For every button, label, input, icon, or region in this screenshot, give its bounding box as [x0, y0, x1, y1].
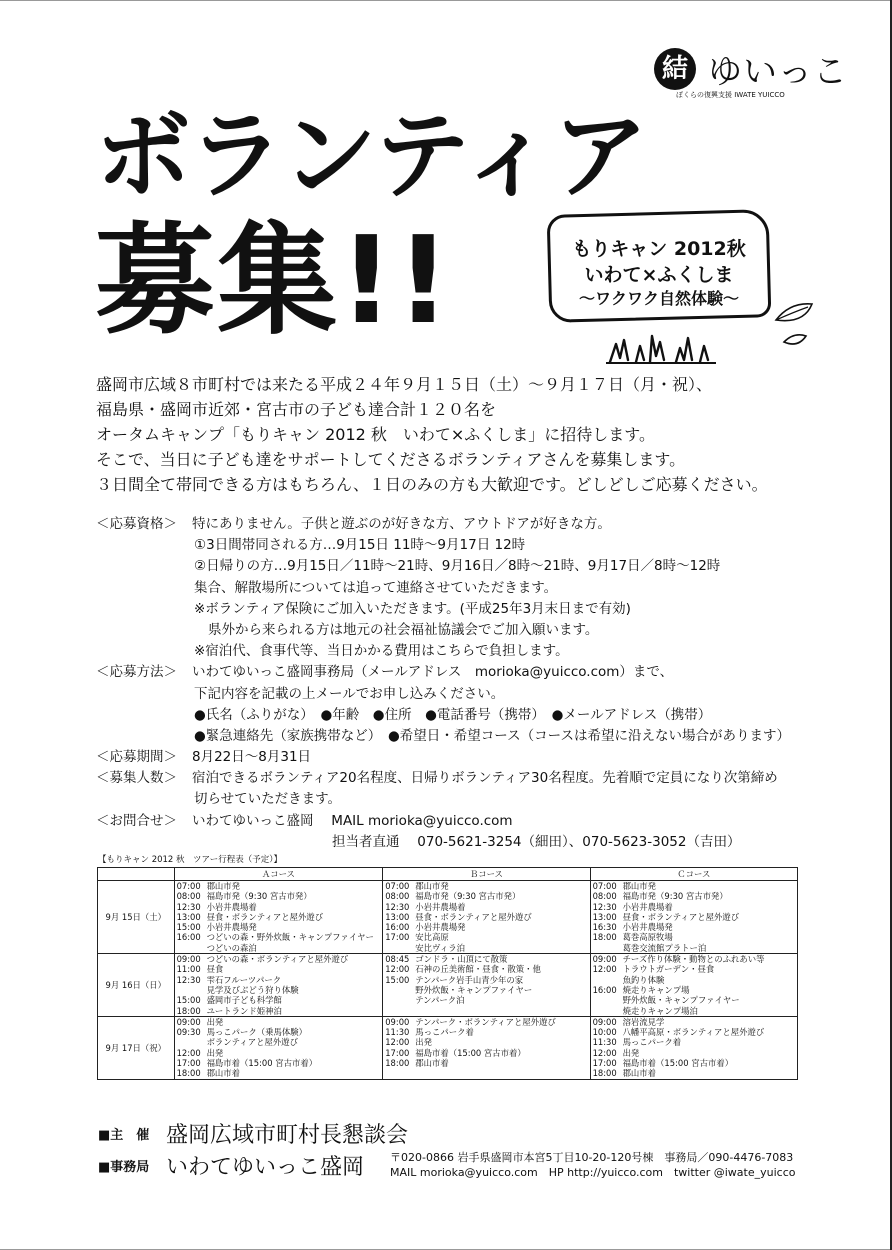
schedule-time: 15:00 — [176, 922, 201, 933]
schedule-entry — [385, 975, 587, 985]
logo-brand: ゆいっこ — [708, 52, 848, 92]
schedule-entry — [385, 891, 587, 901]
schedule-entry — [385, 902, 587, 912]
schedule-time: 08:00 — [592, 891, 617, 902]
sign-line3: 〜ワクワク自然体験〜 — [578, 289, 739, 308]
schedule-activity: ゴンドラ・山頂にて散策 — [415, 954, 508, 965]
schedule-time: 08:00 — [176, 891, 201, 902]
schedule-cell-course-b — [383, 881, 590, 954]
schedule-entry — [593, 943, 795, 953]
schedule-entry — [177, 902, 381, 912]
schedule-time: 18:00 — [592, 1068, 617, 1079]
schedule-activity: 溶岩流見学 — [622, 1016, 665, 1027]
intro-line: そこで、当日に子ども達をサポートしてくださるボランティアさんを募集します。 — [96, 450, 686, 469]
schedule-activity: テンパーク・ボランティアと屋外遊び — [415, 1016, 556, 1027]
schedule-activity: 小岩井農場発 — [622, 922, 673, 933]
schedule-time: 08:00 — [385, 891, 410, 902]
schedule-entry — [385, 1058, 587, 1068]
intro-line: ３日間全て帯同できる方はもちろん、１日のみの方も大歓迎です。どしどしご応募ください。 — [96, 475, 768, 494]
schedule-activity: 郡山市着 — [415, 1058, 449, 1069]
qualification-item: ②日帰りの方…9月15日／11時〜21時、9月16日／8時〜21時、9月17日／8時〜12時 — [194, 558, 721, 575]
schedule-time: 07:00 — [385, 881, 410, 891]
count-text: 宿泊できるボランティア20名程度、日帰りボランティア30名程度。先着順で定員になり次第締め — [192, 770, 778, 787]
schedule-entry — [385, 1027, 587, 1037]
schedule-activity: チーズ作り体験・動物とのふれあい等 — [622, 954, 765, 965]
schedule-time: 13:00 — [592, 911, 617, 922]
count-label: ＜募集人数＞ — [96, 770, 177, 787]
schedule-entry — [385, 1048, 587, 1058]
schedule-activity: 焼走りキャンプ場 — [622, 984, 690, 995]
schedule-entry — [177, 943, 381, 953]
schedule-cell-course-b — [383, 954, 590, 1017]
headline-line1: ボランティア — [95, 100, 646, 212]
schedule-activity: 安比高原 — [415, 932, 449, 943]
schedule-day: 9月 16日（日） — [98, 954, 175, 1017]
schedule-entry — [593, 922, 795, 932]
schedule-time: 18:00 — [176, 1005, 201, 1016]
schedule-time: 15:00 — [385, 974, 410, 985]
schedule-activity: 野外炊飯・キャンプファイヤー — [622, 995, 740, 1006]
schedule-activity: 葛巻高原牧場 — [622, 932, 673, 943]
schedule-time: 15:00 — [176, 995, 201, 1006]
schedule-entry — [177, 1017, 381, 1027]
schedule-entry — [177, 985, 381, 995]
schedule-time: 12:00 — [592, 964, 617, 975]
schedule-activity: 福島市着（15:00 宮古市着） — [622, 1058, 734, 1069]
schedule-activity: 昼食・ボランティアと屋外遊び — [415, 911, 532, 922]
schedule-entry — [593, 954, 795, 964]
contact-phone: 担当者直通 070-5621-3254（細田）、070-5623-3052（吉田） — [332, 833, 741, 850]
method-item: ●緊急連絡先（家族携帯など） ●希望日・希望コース（コースは希望に沿えない場合があります） — [194, 727, 790, 744]
qualification-item: ①3日間帯同される方…9月15日 11時〜9月17日 12時 — [194, 537, 526, 554]
schedule-time: 17:00 — [592, 1058, 617, 1069]
schedule-entry — [593, 912, 795, 922]
host-row — [98, 1118, 408, 1149]
period-text: 8月22日〜8月31日 — [192, 749, 312, 766]
schedule-entry — [177, 1048, 381, 1058]
table-row — [98, 881, 798, 954]
intro-paragraph — [96, 372, 768, 497]
schedule-activity: 出発 — [206, 1047, 224, 1058]
schedule-entry — [177, 912, 381, 922]
schedule-time: 12:00 — [176, 1047, 201, 1058]
office-row — [98, 1150, 364, 1181]
grass-icon — [606, 326, 716, 366]
schedule-entry — [385, 1037, 587, 1047]
schedule-entry — [593, 902, 795, 912]
schedule-time: 11:30 — [592, 1037, 617, 1048]
schedule-entry — [385, 912, 587, 922]
schedule-time: 09:00 — [176, 1016, 201, 1027]
schedule-time: 17:00 — [385, 932, 410, 943]
schedule-entry — [593, 1017, 795, 1027]
schedule-time: 16:30 — [592, 922, 617, 933]
schedule-activity: 郡山市着 — [622, 1068, 657, 1079]
sign-line1: もりキャン 2012秋 — [572, 238, 746, 260]
schedule-entry — [385, 1017, 587, 1027]
schedule-time: 09:00 — [592, 1016, 617, 1027]
schedule-activity: 昼食 — [206, 964, 224, 975]
schedule-time: 08:45 — [385, 954, 410, 965]
schedule-activity: 出発 — [206, 1016, 224, 1027]
schedule-entry — [385, 922, 587, 932]
schedule-activity: 盛岡市子ども科学館 — [206, 995, 282, 1006]
schedule-activity: ボランティアと屋外遊び — [206, 1037, 299, 1048]
schedule-caption: 【もりキャン 2012 秋 ツアー行程表（予定）】 — [98, 855, 283, 865]
schedule-entry — [385, 881, 587, 891]
schedule-entry — [385, 964, 587, 974]
schedule-time: 18:00 — [176, 1068, 201, 1079]
schedule-cell-course-c — [590, 881, 797, 954]
schedule-time: 07:00 — [592, 881, 617, 891]
schedule-activity: 馬っこパーク着 — [415, 1027, 474, 1038]
method-item: 下記内容を記載の上メールでお申し込みください。 — [194, 685, 505, 702]
qualification-text: 特にありません。子供と遊ぶのが好きな方、アウトドアが好きな方。 — [192, 516, 611, 532]
contact-text: いわてゆいっこ盛岡 MAIL morioka@yuicco.com — [192, 812, 513, 829]
schedule-time: 12:30 — [176, 974, 201, 985]
schedule-entry — [593, 1068, 795, 1078]
schedule-activity: 福島市着（15:00 宮古市着） — [415, 1047, 526, 1058]
schedule-activity: テンパーク泊 — [415, 995, 465, 1006]
schedule-activity: 小岩井農場着 — [622, 901, 673, 912]
schedule-time: 09:00 — [592, 954, 617, 965]
header-course-a: Ａコース — [174, 868, 383, 881]
schedule-time: 12:30 — [385, 901, 410, 912]
schedule-cell-course-c — [590, 954, 797, 1017]
schedule-activity: 見学及びぶどう狩り体験 — [206, 984, 299, 995]
schedule-time: 16:00 — [592, 984, 617, 995]
schedule-activity: 郡山市発 — [622, 881, 657, 891]
schedule-entry — [593, 1048, 795, 1058]
schedule-activity: 小岩井農場発 — [415, 922, 466, 933]
schedule-activity: 昼食・ボランティアと屋外遊び — [622, 911, 740, 922]
logo-tagline: ぼくらの復興支援 IWATE YUICCO — [676, 91, 785, 99]
schedule-activity: 出発 — [415, 1037, 432, 1048]
schedule-entry — [593, 985, 795, 995]
schedule-activity: 小岩井農場着 — [206, 901, 257, 912]
schedule-time: 18:00 — [385, 1058, 410, 1069]
schedule-time: 13:00 — [176, 911, 201, 922]
host-name: 盛岡広域市町村長懇談会 — [166, 1123, 409, 1148]
schedule-activity: 八幡平高原・ボランティアと屋外遊び — [622, 1027, 765, 1038]
schedule-activity: 葛巻交流館プラトー泊 — [622, 942, 707, 953]
schedule-entry — [177, 1058, 381, 1068]
schedule-entry — [593, 1006, 795, 1016]
header-course-c: Ｃコース — [590, 868, 797, 881]
schedule-time: 17:00 — [176, 1058, 201, 1069]
table-header-row — [98, 868, 798, 881]
schedule-time: 12:00 — [385, 964, 410, 975]
period-label: ＜応募期間＞ — [96, 749, 177, 766]
leaf-icon — [770, 296, 820, 356]
yuicco-logo — [648, 44, 848, 104]
schedule-entry — [385, 932, 587, 942]
schedule-entry — [593, 1027, 795, 1037]
office-name: いわてゆいっこ盛岡 — [166, 1155, 365, 1180]
schedule-day: 9月 17日（祝） — [98, 1016, 175, 1079]
schedule-time: 16:00 — [176, 932, 201, 943]
schedule-cell-course-c — [590, 1016, 797, 1079]
schedule-entry — [177, 1006, 381, 1016]
schedule-time: 12:30 — [176, 901, 201, 912]
schedule-entry — [177, 881, 381, 891]
qualification-item: ※ボランティア保険にご加入いただきます。(平成25年3月末日まで有効) — [194, 600, 631, 617]
schedule-time: 12:30 — [592, 901, 617, 912]
sign-line2: いわて×ふくしま — [584, 264, 734, 286]
schedule-activity: 福島市発（9:30 宮古市発） — [415, 891, 521, 902]
office-label: ■事務局 — [98, 1160, 150, 1175]
schedule-entry — [385, 985, 587, 995]
schedule-day: 9月 15日（土） — [98, 881, 175, 954]
schedule-activity: トラウトガーデン・昼食 — [622, 964, 715, 975]
schedule-time: 12:00 — [385, 1037, 410, 1048]
schedule-entry — [385, 954, 587, 964]
schedule-activity: ユートランド姫神泊 — [206, 1005, 282, 1016]
schedule-entry — [177, 995, 381, 1005]
schedule-time: 16:00 — [385, 922, 410, 933]
headline-line2: 募集!! — [95, 212, 453, 351]
qualification-item: 県外から来られる方は地元の社会福祉協議会でご加入願います。 — [208, 621, 599, 638]
schedule-activity: 福島市着（15:00 宮古市着） — [206, 1058, 318, 1069]
schedule-entry — [593, 881, 795, 891]
schedule-entry — [593, 891, 795, 901]
schedule-entry — [593, 932, 795, 942]
count-item: 切らせていただきます。 — [194, 791, 342, 808]
header-course-b: Ｂコース — [383, 868, 590, 881]
schedule-time: 11:00 — [176, 964, 201, 975]
schedule-entry — [593, 1037, 795, 1047]
schedule-entry — [385, 943, 587, 953]
schedule-entry — [593, 1058, 795, 1068]
schedule-entry — [177, 922, 381, 932]
schedule-entry — [177, 975, 381, 985]
schedule-entry — [177, 1068, 381, 1078]
logo-mark: 結 — [654, 48, 696, 90]
host-label: ■主 催 — [98, 1128, 150, 1143]
office-address: 〒020-0866 岩手県盛岡市本宮5丁目10-20-120号棟 事務局／090-4476-7083 — [390, 1151, 794, 1164]
table-row — [98, 1016, 798, 1079]
intro-line: オータムキャンプ「もりキャン 2012 秋 いわて×ふくしま」に招待します。 — [96, 425, 656, 444]
schedule-entry — [593, 995, 795, 1005]
event-sign — [548, 212, 770, 320]
schedule-activity: つどいの森・ボランティアと屋外遊び — [206, 954, 349, 965]
schedule-activity: 郡山市発 — [415, 881, 449, 891]
schedule-activity: つどいの森・野外炊飯・キャンプファイヤー — [206, 932, 374, 943]
office-contact — [390, 1150, 796, 1180]
schedule-activity: 安比ヴィラ泊 — [415, 942, 465, 953]
schedule-time: 11:30 — [385, 1027, 410, 1038]
schedule-activity: 郡山市着 — [206, 1068, 241, 1079]
schedule-cell-course-a — [174, 881, 383, 954]
schedule-activity: テンパーク岩手山青少年の家 — [415, 974, 524, 985]
schedule-time: 18:00 — [592, 932, 617, 943]
schedule-time: 09:30 — [176, 1027, 201, 1038]
schedule-entry — [177, 964, 381, 974]
schedule-entry — [177, 1037, 381, 1047]
qualification-item: ※宿泊代、食事代等、当日かかる費用はこちらで負担します。 — [194, 643, 569, 660]
schedule-activity: 出発 — [622, 1047, 640, 1058]
qualification-label: ＜応募資格＞ — [96, 516, 177, 532]
schedule-activity: 福島市発（9:30 宮古市発） — [206, 891, 312, 902]
schedule-entry — [593, 964, 795, 974]
schedule-entry — [177, 954, 381, 964]
schedule-cell-course-b — [383, 1016, 590, 1079]
schedule-activity: 小岩井農場発 — [206, 922, 257, 933]
schedule-activity: 野外炊飯・キャンプファイヤー — [415, 984, 533, 995]
schedule-activity: 雫石フルーツパーク — [206, 974, 282, 985]
schedule-cell-course-a — [174, 954, 383, 1017]
schedule-time: 13:00 — [385, 911, 410, 922]
intro-line: 盛岡市広域８市町村では来たる平成２４年９月１５日（土）〜９月１７日（月・祝）、 — [96, 375, 713, 394]
schedule-activity: 福島市発（9:30 宮古市発） — [622, 891, 728, 902]
schedule-activity: 石神の丘美術館・昼食・散策・他 — [415, 964, 541, 975]
schedule-time: 10:00 — [592, 1027, 617, 1038]
schedule-entry — [177, 891, 381, 901]
schedule-entry — [177, 932, 381, 942]
schedule-time: 07:00 — [176, 881, 201, 891]
schedule-activity: 郡山市発 — [206, 881, 241, 891]
qualification-item: 集合、解散場所については追って連絡させていただきます。 — [194, 579, 558, 596]
intro-line: 福島県・盛岡市近郊・宮古市の子ども達合計１２０名を — [96, 400, 497, 419]
table-row — [98, 954, 798, 1017]
schedule-activity: 昼食・ボランティアと屋外遊び — [206, 911, 324, 922]
method-item: ●氏名（ふりがな） ●年齢 ●住所 ●電話番号（携帯） ●メールアドレス（携帯） — [194, 706, 712, 723]
header-day — [98, 868, 175, 881]
schedule-time: 12:00 — [592, 1047, 617, 1058]
schedule-activity: つどいの森泊 — [206, 942, 257, 953]
schedule-activity: 魚釣り体験 — [622, 974, 665, 985]
method-label: ＜応募方法＞ — [96, 664, 177, 681]
schedule-activity: 馬っこパーク着 — [622, 1037, 682, 1048]
schedule-cell-course-a — [174, 1016, 383, 1079]
contact-label: ＜お問合せ＞ — [96, 812, 177, 829]
schedule-time: 09:00 — [176, 954, 201, 965]
schedule-time: 09:00 — [385, 1016, 410, 1027]
schedule-table — [97, 867, 798, 1080]
schedule-time: 17:00 — [385, 1047, 410, 1058]
schedule-activity: 小岩井農場着 — [415, 901, 466, 912]
schedule-entry — [593, 975, 795, 985]
schedule-entry — [177, 1027, 381, 1037]
office-links: MAIL morioka@yuicco.com HP http://yuicco.com twitter @iwate_yuicco — [390, 1166, 796, 1179]
schedule-entry — [385, 995, 587, 1005]
schedule-activity: 焼走りキャンプ場泊 — [622, 1005, 698, 1016]
schedule-activity: 馬っこパーク（乗馬体験） — [206, 1027, 308, 1038]
method-text: いわてゆいっこ盛岡事務局（メールアドレス morioka@yuicco.com）まで、 — [192, 664, 674, 681]
